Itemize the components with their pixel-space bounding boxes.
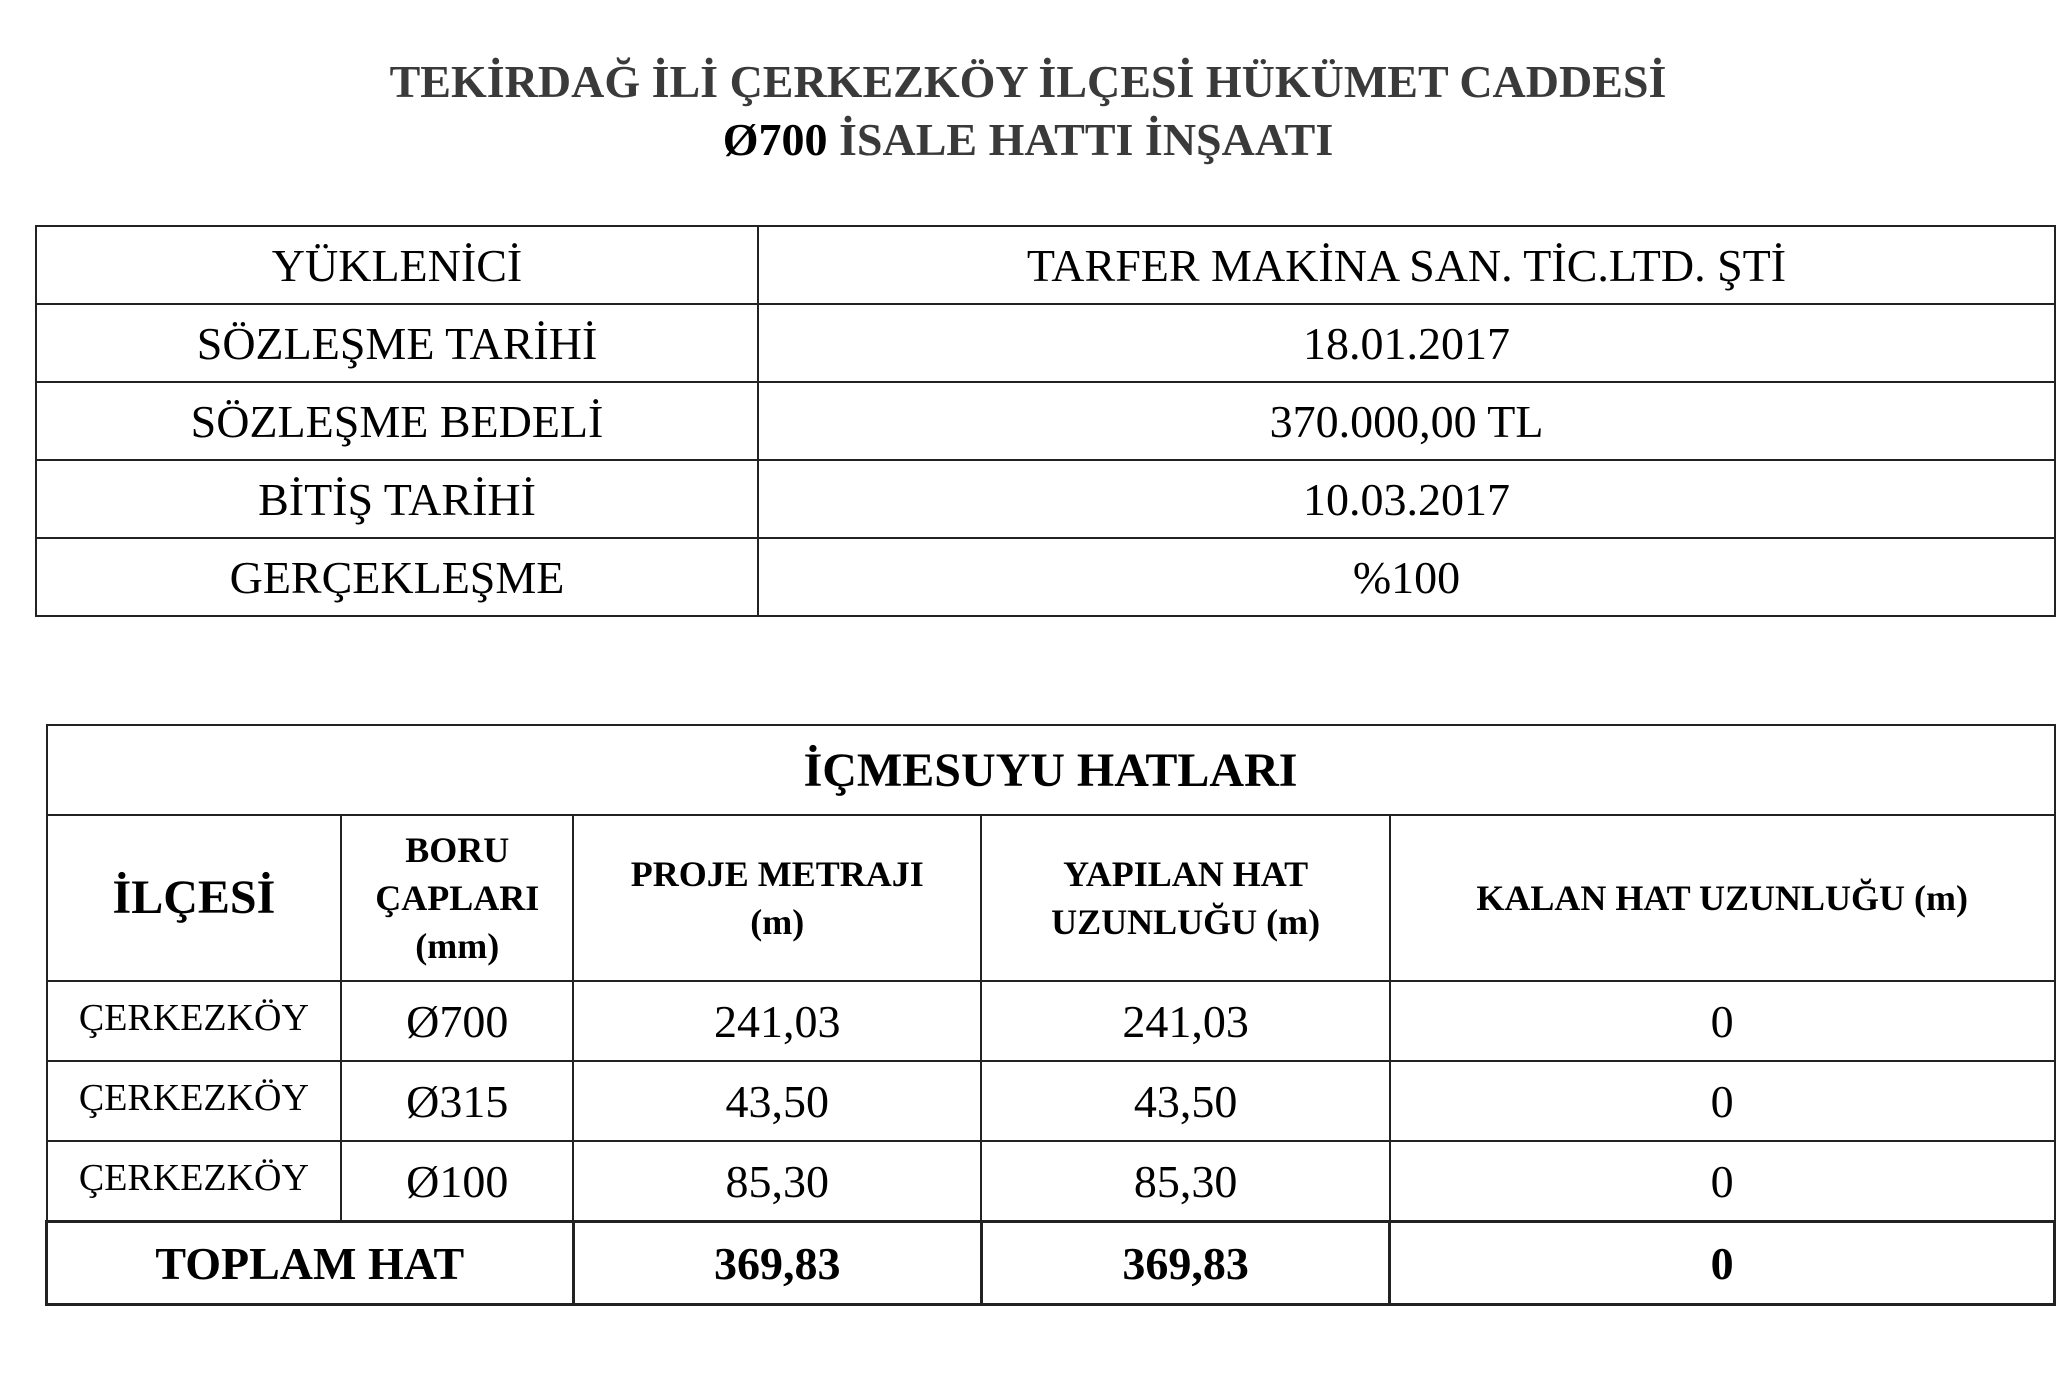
- info-value: 370.000,00 TL: [758, 382, 2055, 460]
- info-row-end-date: [36, 460, 2055, 538]
- info-value: TARFER MAKİNA SAN. TİC.LTD. ŞTİ: [758, 226, 2055, 304]
- cell-remaining: 0: [1390, 1061, 2055, 1141]
- cell-pipe: Ø100: [341, 1141, 573, 1222]
- cell-remaining: 0: [1390, 981, 2055, 1061]
- info-value: %100: [758, 538, 2055, 616]
- header-pipe-line1: BORU: [405, 830, 510, 870]
- table-caption: İÇMESUYU HATLARI: [47, 725, 2055, 815]
- total-built: 369,83: [981, 1222, 1389, 1305]
- cell-district: ÇERKEZKÖY: [47, 1141, 342, 1222]
- info-row-completion: [36, 538, 2055, 616]
- header-project-line2: (m): [750, 902, 805, 942]
- title-line2-text: İSALE HATTI İNŞAATI: [827, 114, 1334, 165]
- cell-project: 43,50: [573, 1061, 981, 1141]
- info-value: 10.03.2017: [758, 460, 2055, 538]
- cell-pipe: Ø700: [341, 981, 573, 1061]
- info-key: GERÇEKLEŞME: [36, 538, 758, 616]
- header-built-length: [981, 815, 1389, 981]
- info-key: SÖZLEŞME BEDELİ: [36, 382, 758, 460]
- water-lines-table: [45, 724, 2056, 1306]
- info-key: BİTİŞ TARİHİ: [36, 460, 758, 538]
- contract-info-table: [35, 225, 2056, 617]
- total-remaining: 0: [1390, 1222, 2055, 1305]
- table-row: [47, 981, 2055, 1061]
- header-built-line1: YAPILAN HAT: [1063, 854, 1309, 894]
- cell-district: ÇERKEZKÖY: [47, 981, 342, 1061]
- header-pipe-diameter: [341, 815, 573, 981]
- cell-built: 85,30: [981, 1141, 1389, 1222]
- cell-project: 85,30: [573, 1141, 981, 1222]
- cell-pipe: Ø315: [341, 1061, 573, 1141]
- total-row: [47, 1222, 2055, 1305]
- table-row: [47, 1061, 2055, 1141]
- header-pipe-line2: ÇAPLARI: [375, 878, 540, 918]
- cell-built: 241,03: [981, 981, 1389, 1061]
- total-label: TOPLAM HAT: [47, 1222, 574, 1305]
- cell-district: ÇERKEZKÖY: [47, 1061, 342, 1141]
- header-project-line1: PROJE METRAJI: [630, 854, 924, 894]
- table-row: [47, 1141, 2055, 1222]
- table-header-row: [47, 815, 2055, 981]
- document-title-line2: [0, 112, 2056, 168]
- header-built-line2: UZUNLUĞU (m): [1051, 902, 1321, 942]
- header-pipe-line3: (mm): [415, 926, 500, 966]
- cell-remaining: 0: [1390, 1141, 2055, 1222]
- cell-built: 43,50: [981, 1061, 1389, 1141]
- header-project-length: [573, 815, 981, 981]
- header-remaining-length: KALAN HAT UZUNLUĞU (m): [1390, 815, 2055, 981]
- cell-project: 241,03: [573, 981, 981, 1061]
- total-project: 369,83: [573, 1222, 981, 1305]
- info-value: 18.01.2017: [758, 304, 2055, 382]
- document-title-line1: TEKİRDAĞ İLİ ÇERKEZKÖY İLÇESİ HÜKÜMET CADDESİ: [389, 56, 1667, 107]
- title-diameter: Ø700: [722, 114, 828, 165]
- info-row-contract-amount: [36, 382, 2055, 460]
- info-row-contract-date: [36, 304, 2055, 382]
- info-row-contractor: [36, 226, 2055, 304]
- header-district: İLÇESİ: [47, 815, 342, 981]
- info-key: SÖZLEŞME TARİHİ: [36, 304, 758, 382]
- info-key: YÜKLENİCİ: [36, 226, 758, 304]
